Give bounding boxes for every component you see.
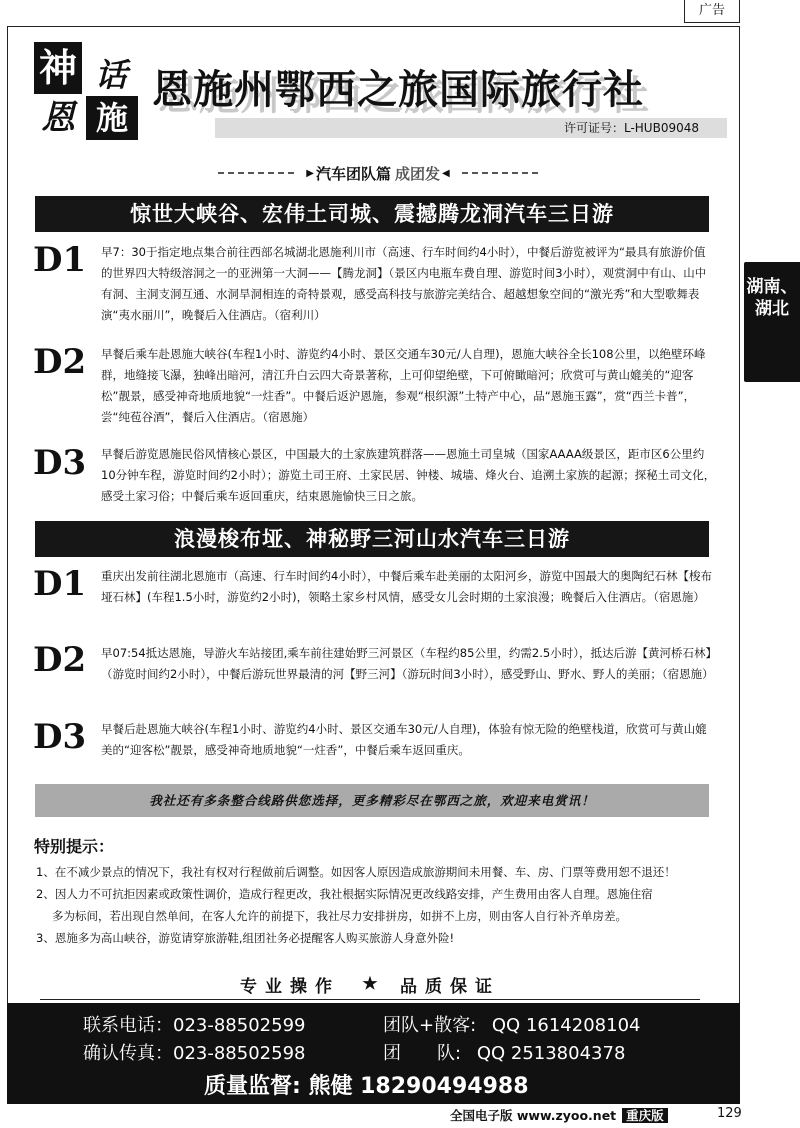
tip-item: 3、恩施多为高山峡谷，游览请穿旅游鞋,组团社务必提醒客人购买旅游人身意外险! <box>36 931 455 945</box>
logo-char-1: 神 <box>34 42 82 94</box>
motto-underline <box>40 999 700 1000</box>
motto-right: 品质保证 <box>400 976 500 997</box>
fax-row <box>83 1039 305 1065</box>
company-name: 恩施州鄂西之旅国际旅行社 <box>152 66 644 113</box>
qq-row-1 <box>383 1011 640 1037</box>
tip-item: 1、在不减少景点的情况下，我社有权对行程做前后调整。如因客人原因造成旅游期间未用餐、车、房、门票等费用恕不退还！ <box>36 865 676 879</box>
qq-label-2: 团 队: <box>383 1043 462 1064</box>
tip-item: 2、因人力不可抗拒因素或政策性调价，造成行程更改，我社根据实际情况更改线路安排，产生费用由客人自理。恩施住宿 <box>36 887 653 901</box>
motto-left: 专业操作 <box>240 976 340 997</box>
fax-label: 确认传真： <box>83 1043 173 1064</box>
tour-1-day-1-label: D1 <box>33 240 87 280</box>
tour-2-day-3-text: 早餐后赴恩施大峡谷(车程1小时、游览约4小时、景区交通车30元/人自理)，体验有惊无险的绝壁栈道，欣赏可与黄山媲美的“迎客松”靓景，感受神奇地质地貌“一炷香”，中餐后乘车返回重庆。 <box>101 722 707 757</box>
license-number: 许可证号：L-HUB09048 <box>215 118 727 138</box>
logo-char-4: 施 <box>86 96 138 140</box>
logo-char-2: 话 <box>94 56 127 94</box>
footer <box>450 1106 668 1124</box>
region-tab-line-1: 湖南、 <box>746 277 798 297</box>
section-subtitle: 成团发 <box>395 164 441 183</box>
qq-row-2 <box>383 1039 625 1065</box>
tour-1-title: 惊世大峡谷、宏伟土司城、震撼腾龙洞汽车三日游 <box>35 196 709 232</box>
phone-number: 023-88502599 <box>173 1015 306 1036</box>
promo-bar: 我社还有多条整合线路供您选择，更多精彩尽在鄂西之旅，欢迎来电赏讯！ <box>35 784 709 817</box>
section-divider-right <box>462 172 538 174</box>
motto <box>40 966 700 1002</box>
tour-2-day-1-label: D1 <box>33 564 87 604</box>
section-heading <box>208 160 548 186</box>
tips-title: 特别提示： <box>34 837 115 856</box>
tour-2-title: 浪漫梭布垭、神秘野三河山水汽车三日游 <box>35 521 709 557</box>
footer-site: 全国电子版 www.zyoo.net <box>450 1108 617 1123</box>
tour-2-day-2-label: D2 <box>33 640 87 680</box>
tour-2-day-3-label: D3 <box>33 717 87 757</box>
tip-item: 多为标间，若出现自然单间，在客人允许的前提下，我社尽力安排拼房，如拼不上房，则由客人自行补齐单房差。 <box>52 909 627 923</box>
qq-number-1: QQ 1614208104 <box>491 1015 641 1036</box>
tour-1-day-3-text: 早餐后游览恩施民俗风情核心景区，中国最大的土家族建筑群落——恩施土司皇城（国家AAAA级景区，距市区6公里约10分钟车程，游览时间约2小时）；游览土司王府、土家民居、钟楼、城墙、烽火台、追溯土家族的起源；探秘土司文化，感受土家习俗；中餐后乘车返回重庆，结束恩施愉快三日之旅。 <box>101 447 716 503</box>
region-tab <box>744 262 800 382</box>
star-icon: ★ <box>362 974 378 994</box>
fax-number: 023-88502598 <box>173 1043 306 1064</box>
triangle-right-icon: ▶ <box>306 167 314 179</box>
tour-1-day-3-label: D3 <box>33 443 87 483</box>
ad-tag: 广告 <box>684 0 740 23</box>
footer-edition-badge: 重庆版 <box>622 1108 668 1123</box>
section-divider-left <box>218 172 294 174</box>
region-tab-line-2: 湖北 <box>755 299 789 319</box>
tour-1-day-1-text: 早7：30于指定地点集合前往西部名城湖北恩施利川市（高速、行车时间约4小时），中餐后游览被评为“最具有旅游价值的世界四大特级溶洞之一的亚洲第一大洞——【腾龙洞】（景区内电瓶车费自理、游览时间3小时），观赏洞中有山、山中有洞、主洞支洞互通、水洞旱洞相连的奇特景观，感受高科技与旅游完美结合、超越想象空间的“激光秀”和大型歌舞表演“夷水丽川”，晚餐后入住酒店。（宿利川） <box>101 245 707 322</box>
logo <box>30 40 142 140</box>
tour-1-day-2-text: 早餐后乘车赴恩施大峡谷(车程1小时、游览约4小时、景区交通车30元/人自理)，恩施大峡谷全长108公里，以绝壁环峰群，地缝接飞瀑，独峰出暗河，清江升白云四大奇景著称，上可仰望绝壁，下可俯瞰暗河；欣赏可与黄山媲美的“迎客松”靓景，感受神奇地质地貌“一炷香”。中餐后返沪恩施，参观“根织源”土特产中心，品“恩施玉露”，赏“西兰卡普”，尝“纯苞谷酒”，餐后入住酒店。（宿恩施） <box>101 347 706 424</box>
qq-label-1: 团队+散客: <box>383 1015 477 1036</box>
tour-2-day-2-text: 早07:54抵达恩施，导游火车站接团,乘车前往建始野三河景区（车程约85公里，约需2.5小时），抵达后游【黄河桥石林】（游览时间约2小时），中餐后游玩世界最清的河【野三河】（游玩时间3小时），感受野山、野水、野人的美丽；（宿恩施） <box>101 646 714 681</box>
contact-panel <box>7 1003 740 1104</box>
quality-supervisor: 质量监督: 熊健 18290494988 <box>204 1074 529 1099</box>
tour-1-day-2-label: D2 <box>33 342 87 382</box>
logo-char-3: 恩 <box>41 98 75 138</box>
page-number: 129 <box>717 1106 742 1121</box>
phone-row <box>83 1011 305 1037</box>
qq-number-2: QQ 2513804378 <box>476 1043 626 1064</box>
triangle-left-icon: ◀ <box>442 167 450 179</box>
tour-2-day-1-text: 重庆出发前往湖北恩施市（高速、行车时间约4小时），中餐后乘车赴美丽的太阳河乡，游览中国最大的奥陶纪石林【梭布垭石林】(车程1.5小时，游览约2小时)，领略土家乡村风情，感受女儿会时期的土家浪漫；晚餐后入住酒店。（宿恩施） <box>101 569 713 604</box>
section-title: 汽车团队篇 <box>315 164 391 183</box>
phone-label: 联系电话： <box>83 1015 173 1036</box>
